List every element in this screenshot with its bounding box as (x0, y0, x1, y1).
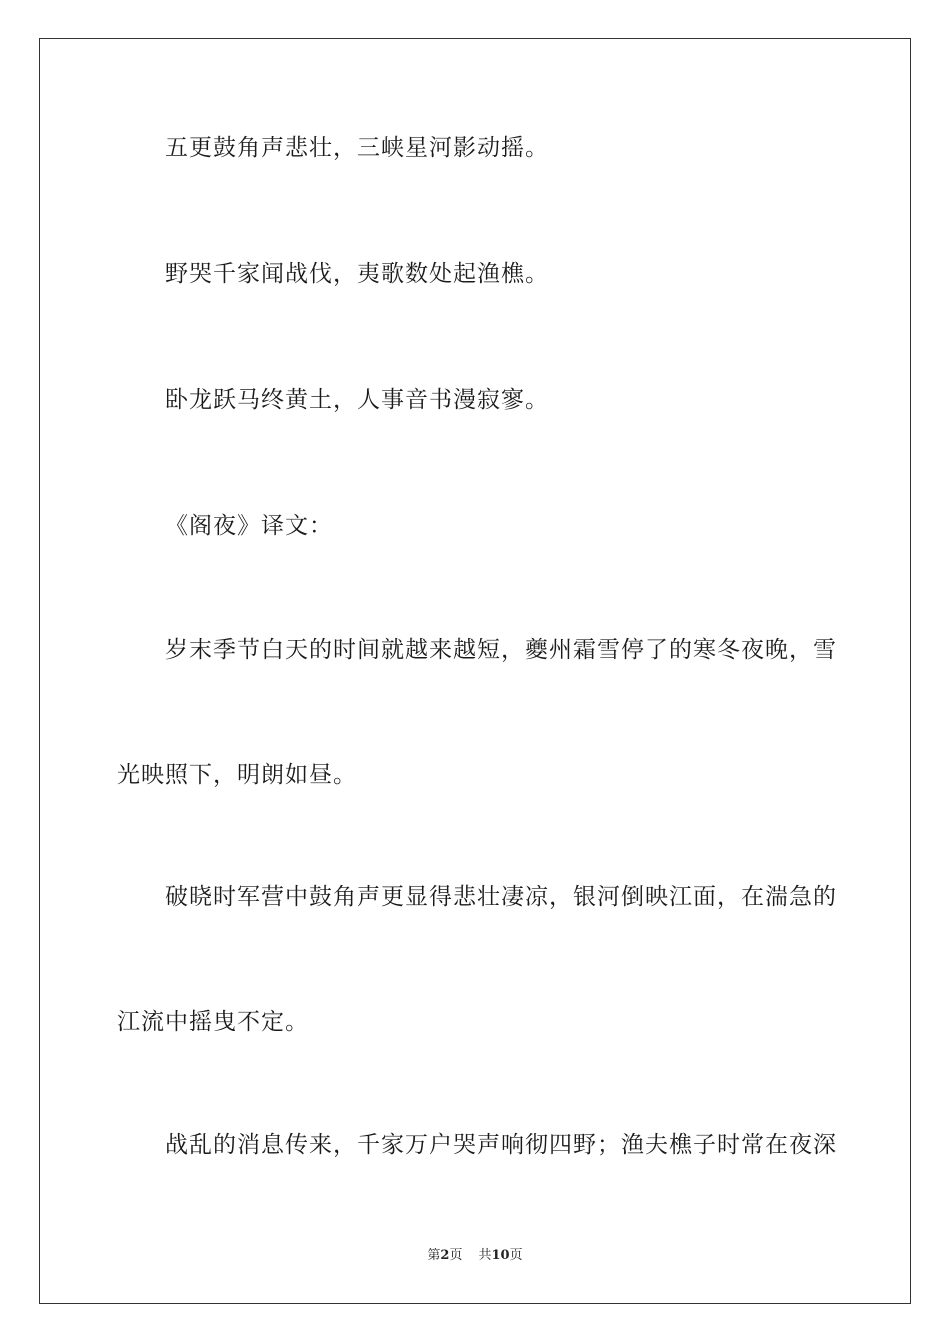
page-number: 2 (440, 1248, 450, 1263)
page-footer (0, 1247, 950, 1265)
total-pages: 10 (491, 1248, 510, 1263)
page-prefix: 第 (427, 1248, 441, 1263)
page-border (39, 38, 911, 1304)
poem-line-3: 卧龙跃马终黄土，人事音书漫寂寥。 (165, 387, 549, 413)
paragraph-line: 破晓时军营中鼓角声更显得悲壮凄凉，银河倒映江面，在湍急的 (165, 884, 837, 910)
translation-heading: 《阁夜》译文： (165, 513, 333, 539)
poem-line-2: 野哭千家闻战伐，夷歌数处起渔樵。 (165, 261, 549, 287)
paragraph-line: 江流中摇曳不定。 (117, 1009, 309, 1035)
total-prefix: 共 (478, 1248, 492, 1263)
paragraph-line: 战乱的消息传来，千家万户哭声响彻四野；渔夫樵子时常在夜深 (165, 1132, 837, 1158)
total-suffix: 页 (509, 1248, 523, 1263)
paragraph-line: 光映照下，明朗如昼。 (117, 762, 357, 788)
paragraph-line: 岁末季节白天的时间就越来越短，夔州霜雪停了的寒冬夜晚，雪 (165, 637, 837, 663)
poem-line-1: 五更鼓角声悲壮，三峡星河影动摇。 (165, 135, 549, 161)
page-suffix: 页 (449, 1248, 463, 1263)
